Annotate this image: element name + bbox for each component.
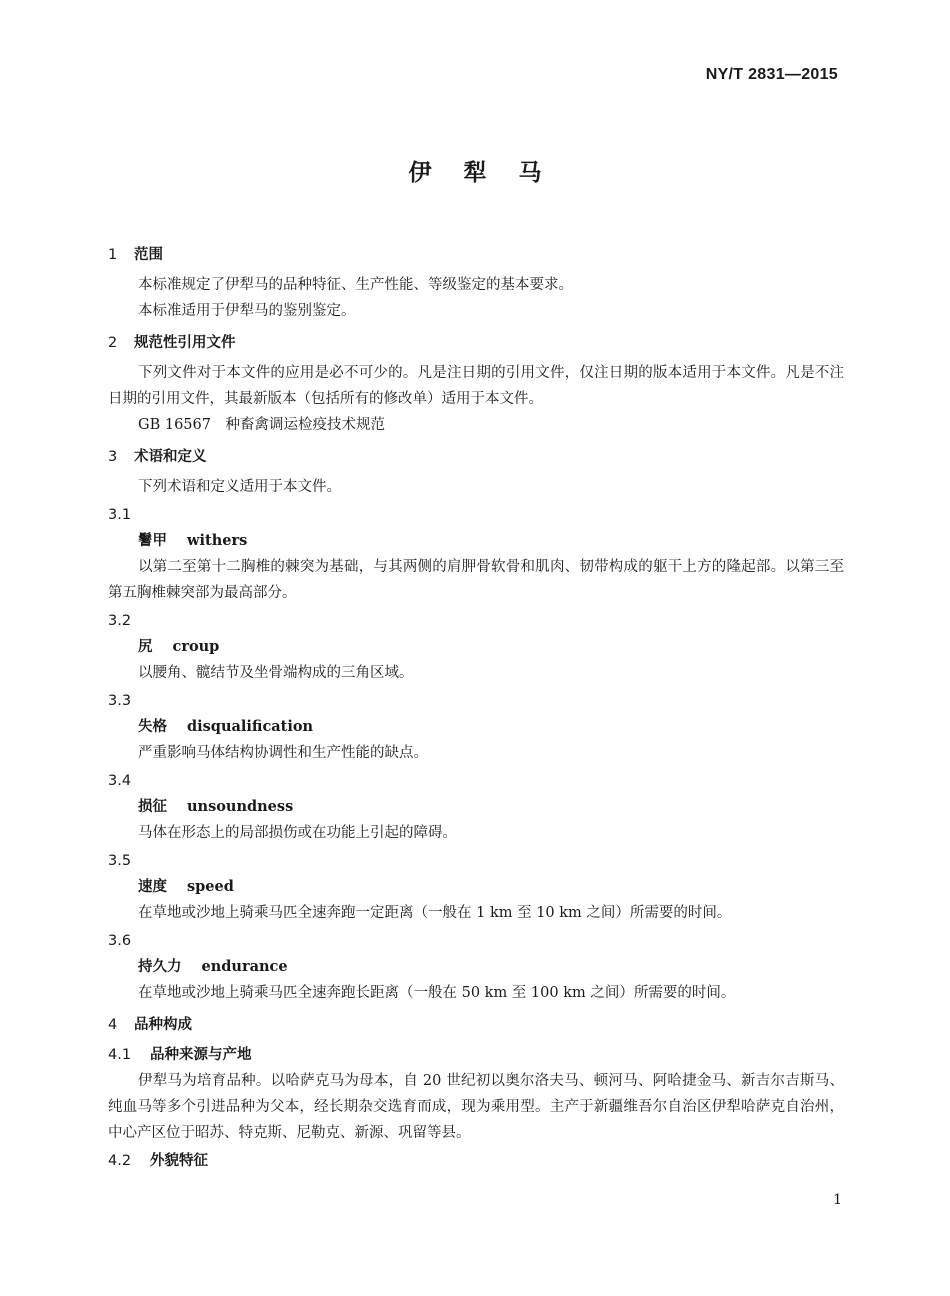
term-entry	[108, 502, 844, 606]
section-heading-3	[108, 444, 844, 470]
paragraph: 伊犁马为培育品种。以哈萨克马为母本，自 20 世纪初以奥尔洛夫马、顿河马、阿哈捷金马、新吉尔吉斯马、纯血马等多个引进品种为父本，经长期杂交选育而成，现为乘用型。主产于新疆维吾尔自治区伊犁哈萨克自治州，中心产区位于昭苏、特克斯、尼勒克、新源、巩留等县。	[108, 1073, 844, 1141]
section-title: 规范性引用文件	[134, 335, 236, 351]
term-definition: 马体在形态上的局部损伤或在功能上引起的障碍。	[138, 825, 457, 841]
subsection-number: 4.1	[108, 1047, 132, 1063]
document-title: 伊犁马	[408, 160, 574, 186]
subsection-number: 4.2	[108, 1153, 132, 1169]
term-entry	[108, 688, 844, 766]
paragraph: 本标准规定了伊犁马的品种特征、生产性能、等级鉴定的基本要求。	[138, 277, 573, 293]
clause-number: 3.5	[108, 853, 132, 869]
document-body	[108, 236, 844, 1174]
term-name: 失格 disqualification	[138, 718, 314, 735]
normative-reference: GB 16567 种畜禽调运检疫技术规范	[138, 417, 385, 433]
subsection-heading	[108, 1148, 844, 1174]
clause-number: 3.2	[108, 613, 132, 629]
term-definition: 严重影响马体结构协调性和生产性能的缺点。	[138, 745, 428, 761]
section-heading-4	[108, 1012, 844, 1038]
section-number: 3	[108, 449, 118, 465]
clause-number: 3.1	[108, 507, 132, 523]
paragraph: 本标准适用于伊犁马的鉴别鉴定。	[138, 303, 356, 319]
clause-number: 3.6	[108, 933, 132, 949]
section-heading-2	[108, 330, 844, 356]
term-name: 损征 unsoundness	[138, 798, 294, 815]
clause-number: 3.4	[108, 773, 132, 789]
term-entry	[108, 608, 844, 686]
term-entry	[108, 768, 844, 846]
section-number: 2	[108, 335, 118, 351]
term-entry	[108, 848, 844, 926]
subsection-heading	[108, 1042, 844, 1068]
term-name: 速度 speed	[138, 878, 234, 895]
section-title: 品种构成	[134, 1017, 192, 1033]
subsection-title: 品种来源与产地	[150, 1047, 252, 1063]
paragraph: 下列术语和定义适用于本文件。	[138, 479, 341, 495]
term-name: 鬐甲 withers	[138, 532, 248, 549]
page-number: 1	[833, 1192, 842, 1208]
term-definition: 以第二至第十二胸椎的棘突为基础，与其两侧的肩胛骨软骨和肌肉、韧带构成的躯干上方的隆起部。以第三至第五胸椎棘突部为最高部分。	[108, 559, 844, 601]
standard-number: NY/T 2831—2015	[705, 66, 838, 83]
term-name: 持久力 endurance	[138, 958, 288, 975]
section-number: 4	[108, 1017, 118, 1033]
subsection-title: 外貌特征	[150, 1153, 208, 1169]
section-title: 范围	[134, 247, 163, 263]
section-number: 1	[108, 247, 118, 263]
paragraph: 下列文件对于本文件的应用是必不可少的。凡是注日期的引用文件，仅注日期的版本适用于本文件。凡是不注日期的引用文件，其最新版本（包括所有的修改单）适用于本文件。	[108, 365, 844, 407]
term-entry	[108, 928, 844, 1006]
term-definition: 以腰角、髋结节及坐骨端构成的三角区域。	[138, 665, 414, 681]
term-name: 尻 croup	[138, 638, 220, 655]
term-definition: 在草地或沙地上骑乘马匹全速奔跑长距离（一般在 50 km 至 100 km 之间）所需要的时间。	[138, 985, 736, 1001]
clause-number: 3.3	[108, 693, 132, 709]
section-title: 术语和定义	[134, 449, 207, 465]
term-definition: 在草地或沙地上骑乘马匹全速奔跑一定距离（一般在 1 km 至 10 km 之间）所需要的时间。	[138, 905, 732, 921]
section-heading-1	[108, 242, 844, 268]
